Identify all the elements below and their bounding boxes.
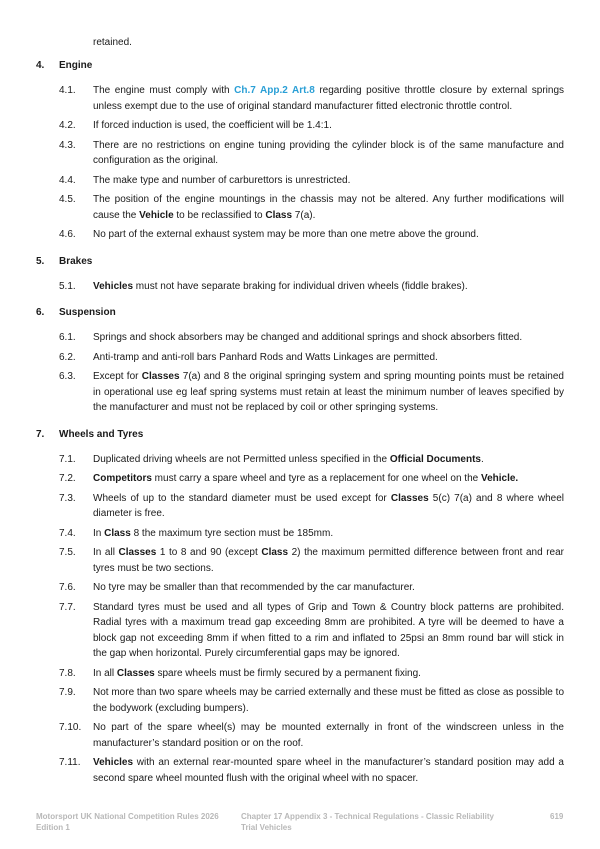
section: [0, 58, 600, 243]
clause-text: [93, 330, 564, 346]
clause-text: [93, 350, 564, 366]
clause-text: [93, 526, 564, 542]
clause: [0, 545, 600, 576]
clause-number: 4.3.: [59, 139, 76, 151]
footer-publication-title: Motorsport UK National Competition Rules 2026: [36, 812, 219, 821]
clause-text: [93, 685, 564, 716]
clause-text: [93, 600, 564, 662]
section-number: 4.: [36, 60, 45, 71]
clause-text-run: regarding positive throttle closure by external springs unless exempt due to the use of original standard manufacturer fitted electronic throttle control.: [93, 85, 565, 112]
clause-text-run: In all: [93, 667, 117, 679]
section-heading: [0, 427, 600, 442]
clause: [0, 452, 600, 468]
clause-number: 7.8.: [59, 667, 76, 679]
section: [0, 427, 600, 787]
clause-number: 6.3.: [59, 371, 76, 382]
clause-text: [93, 192, 564, 223]
clause-text: [93, 118, 564, 134]
defined-term: Vehicle.: [480, 473, 519, 484]
clause-number: 7.1.: [59, 453, 76, 465]
clause-text: [93, 491, 564, 522]
clause-number: 4.5.: [59, 194, 76, 205]
defined-term: Competitors: [93, 473, 152, 484]
section-number: 5.: [36, 255, 45, 267]
clause: [0, 83, 600, 114]
section-title: Wheels and Tyres: [59, 428, 144, 440]
clause: [0, 173, 600, 189]
defined-term: Vehicles: [93, 757, 134, 768]
clause-text-run: The position of the engine mountings in the chassis may not be altered. Any further modifications will cause the: [93, 194, 564, 221]
defined-term: Classes: [116, 667, 155, 679]
clause-text-run: Except for: [93, 371, 142, 382]
clause-text-run: Springs and shock absorbers may be changed and additional springs and shock absorbers fitted.: [93, 332, 523, 343]
footer-chapter-subtitle: Trial Vehicles: [241, 823, 292, 832]
clause-text: [93, 369, 564, 416]
section-number: 7.: [36, 428, 45, 440]
clause: [0, 600, 600, 662]
defined-term: Vehicle: [139, 209, 174, 221]
footer-edition: Edition 1: [36, 823, 70, 832]
clause-text: [93, 83, 564, 114]
clause: [0, 227, 600, 243]
clause: [0, 491, 600, 522]
clause-number: 7.5.: [59, 547, 76, 558]
defined-term: Vehicles: [93, 280, 134, 292]
clause-text: [93, 138, 564, 169]
clause-number: 6.2.: [59, 351, 76, 363]
clause-number: 7.4.: [59, 527, 76, 539]
clause: [0, 755, 600, 786]
clause-text-run: 7(a).: [292, 209, 316, 221]
sections-container: [0, 58, 600, 797]
clause-number: 7.10.: [59, 722, 82, 733]
clause-number: 7.3.: [59, 492, 76, 504]
clause-text-run: No tyre may be smaller than that recommended by the car manufacturer.: [93, 582, 415, 593]
clause-number: 7.6.: [59, 582, 76, 593]
section-title: Engine: [59, 60, 93, 71]
clause-text: [93, 471, 564, 487]
clause-text-run: must carry a spare wheel and tyre as a replacement for one wheel on the: [151, 473, 481, 484]
section-heading: [0, 254, 600, 269]
clause-text-run: .: [480, 453, 484, 465]
clause: [0, 192, 600, 223]
clause-text-run: If forced induction is used, the coefficient will be 1.4:1.: [93, 120, 332, 131]
clause-text-run: 8 the maximum tyre section must be 185mm.: [130, 527, 334, 539]
defined-term: Classes: [118, 547, 157, 558]
clause-text: [93, 580, 564, 596]
clause-text-run: 7(a) and 8 the original springing system and spring mounting points must be retained in operational use eg leaf spring systems must retain at least the minimum number of leaves specified by the manufacturer and must not be replaced by coil or other springing systems.: [93, 371, 564, 413]
clause: [0, 580, 600, 596]
clause-text-run: spare wheels must be firmly secured by a permanent fixing.: [154, 667, 421, 679]
section-number: 6.: [36, 307, 45, 318]
footer-chapter-title: Chapter 17 Appendix 3 - Technical Regulations - Classic Reliability: [241, 812, 494, 821]
clause-text-run: There are no restrictions on engine tuning providing the cylinder block is of the same manufacture and configuration as the original.: [93, 139, 564, 166]
clause: [0, 685, 600, 716]
clause-text-run: The engine must comply with: [93, 85, 235, 96]
clause-number: 7.9.: [59, 687, 76, 698]
defined-term: Class: [265, 209, 293, 221]
clause-number: 4.2.: [59, 120, 76, 131]
clause: [0, 369, 600, 416]
clause-text-run: No part of the external exhaust system may be more than one metre above the ground.: [93, 229, 479, 240]
clause-number: 4.1.: [59, 85, 76, 96]
clause: [0, 138, 600, 169]
clause-number: 5.1.: [59, 280, 76, 292]
clause-text: [93, 173, 564, 189]
clause-text: [93, 666, 564, 682]
clause: [0, 279, 600, 295]
clause-text-run: 5(c) 7(a) and 8 where wheel diameter is free.: [93, 492, 564, 519]
clause-text-run: The make type and number of carburettors is unrestricted.: [93, 174, 351, 186]
defined-term: Classes: [141, 371, 180, 382]
section-title: Brakes: [59, 255, 93, 267]
defined-term: Class: [104, 527, 131, 539]
clause-text-run: In: [93, 527, 105, 539]
clause-text-run: to be reclassified to: [173, 209, 266, 221]
section-heading: [0, 58, 600, 73]
clause: [0, 471, 600, 487]
clause: [0, 330, 600, 346]
footer-chapter: [241, 811, 511, 833]
clause-number: 4.4.: [59, 174, 76, 186]
clause-number: 7.7.: [59, 601, 76, 613]
clause-text-run: Not more than two spare wheels may be carried externally and these must be fitted as close as possible to the bodywork (excluding bumpers).: [93, 687, 564, 714]
clause: [0, 720, 600, 751]
clause-number: 6.1.: [59, 332, 76, 343]
clause-text-run: Anti-tramp and anti-roll bars Panhard Rods and Watts Linkages are permitted.: [93, 351, 438, 363]
clause-text-run: with an external rear-mounted spare wheel in the manufacturer’s standard position may add a second spare wheel mounted flush with the original wheel with no spacer.: [93, 757, 564, 784]
section: [0, 254, 600, 295]
clause-text-run: 2) the maximum permitted difference between front and rear tyres must be two sections.: [93, 547, 565, 574]
clause-text-run: must not have separate braking for individual driven wheels (fiddle brakes).: [133, 280, 468, 292]
clause-text: [93, 452, 564, 468]
clause: [0, 666, 600, 682]
section-heading: [0, 305, 600, 320]
clause-text-run: 1 to 8 and 90 (except: [156, 547, 262, 558]
clause-text-run: In all: [93, 547, 119, 558]
page-number: 619: [550, 812, 564, 821]
clause-number: 7.11.: [59, 757, 81, 768]
defined-term: Class: [261, 547, 289, 558]
clause: [0, 526, 600, 542]
clause-text: [93, 720, 564, 751]
cross-reference-link[interactable]: Ch.7 App.2 Art.8: [234, 85, 315, 96]
clause-text: [93, 755, 564, 786]
continuation-text: retained.: [93, 37, 132, 48]
clause-text: [93, 227, 564, 243]
section-title: Suspension: [59, 307, 116, 318]
clause-text-run: Duplicated driving wheels are not Permitted unless specified in the: [93, 453, 390, 465]
clause: [0, 118, 600, 134]
clause-text-run: No part of the spare wheel(s) may be mounted externally in front of the windscreen unless in the manufacturer’s standard position or on the roof.: [93, 722, 564, 749]
clause-number: 7.2.: [59, 473, 76, 484]
clause-text: [93, 545, 564, 576]
defined-term: Official Documents: [389, 453, 481, 465]
footer-publication: [36, 811, 236, 833]
clause-number: 4.6.: [59, 229, 76, 240]
clause-text: [93, 279, 564, 295]
section: [0, 305, 600, 416]
defined-term: Classes: [390, 492, 429, 504]
clause-text-run: Standard tyres must be used and all types of Grip and Town & Country block patterns are prohibited. Radial tyres with a maximum tread gap exceeding 8mm are prohibited. A tyre will be deemed to have a block gap not exceeding 8mm if when fitted to a rim and inflated to 25psi an 8mm round bar will stick in the gap when horizontal. Purely circumferential gaps may be ignored.: [93, 601, 564, 659]
clause-text-run: Wheels of up to the standard diameter must be used except for: [93, 492, 391, 504]
clause: [0, 350, 600, 366]
